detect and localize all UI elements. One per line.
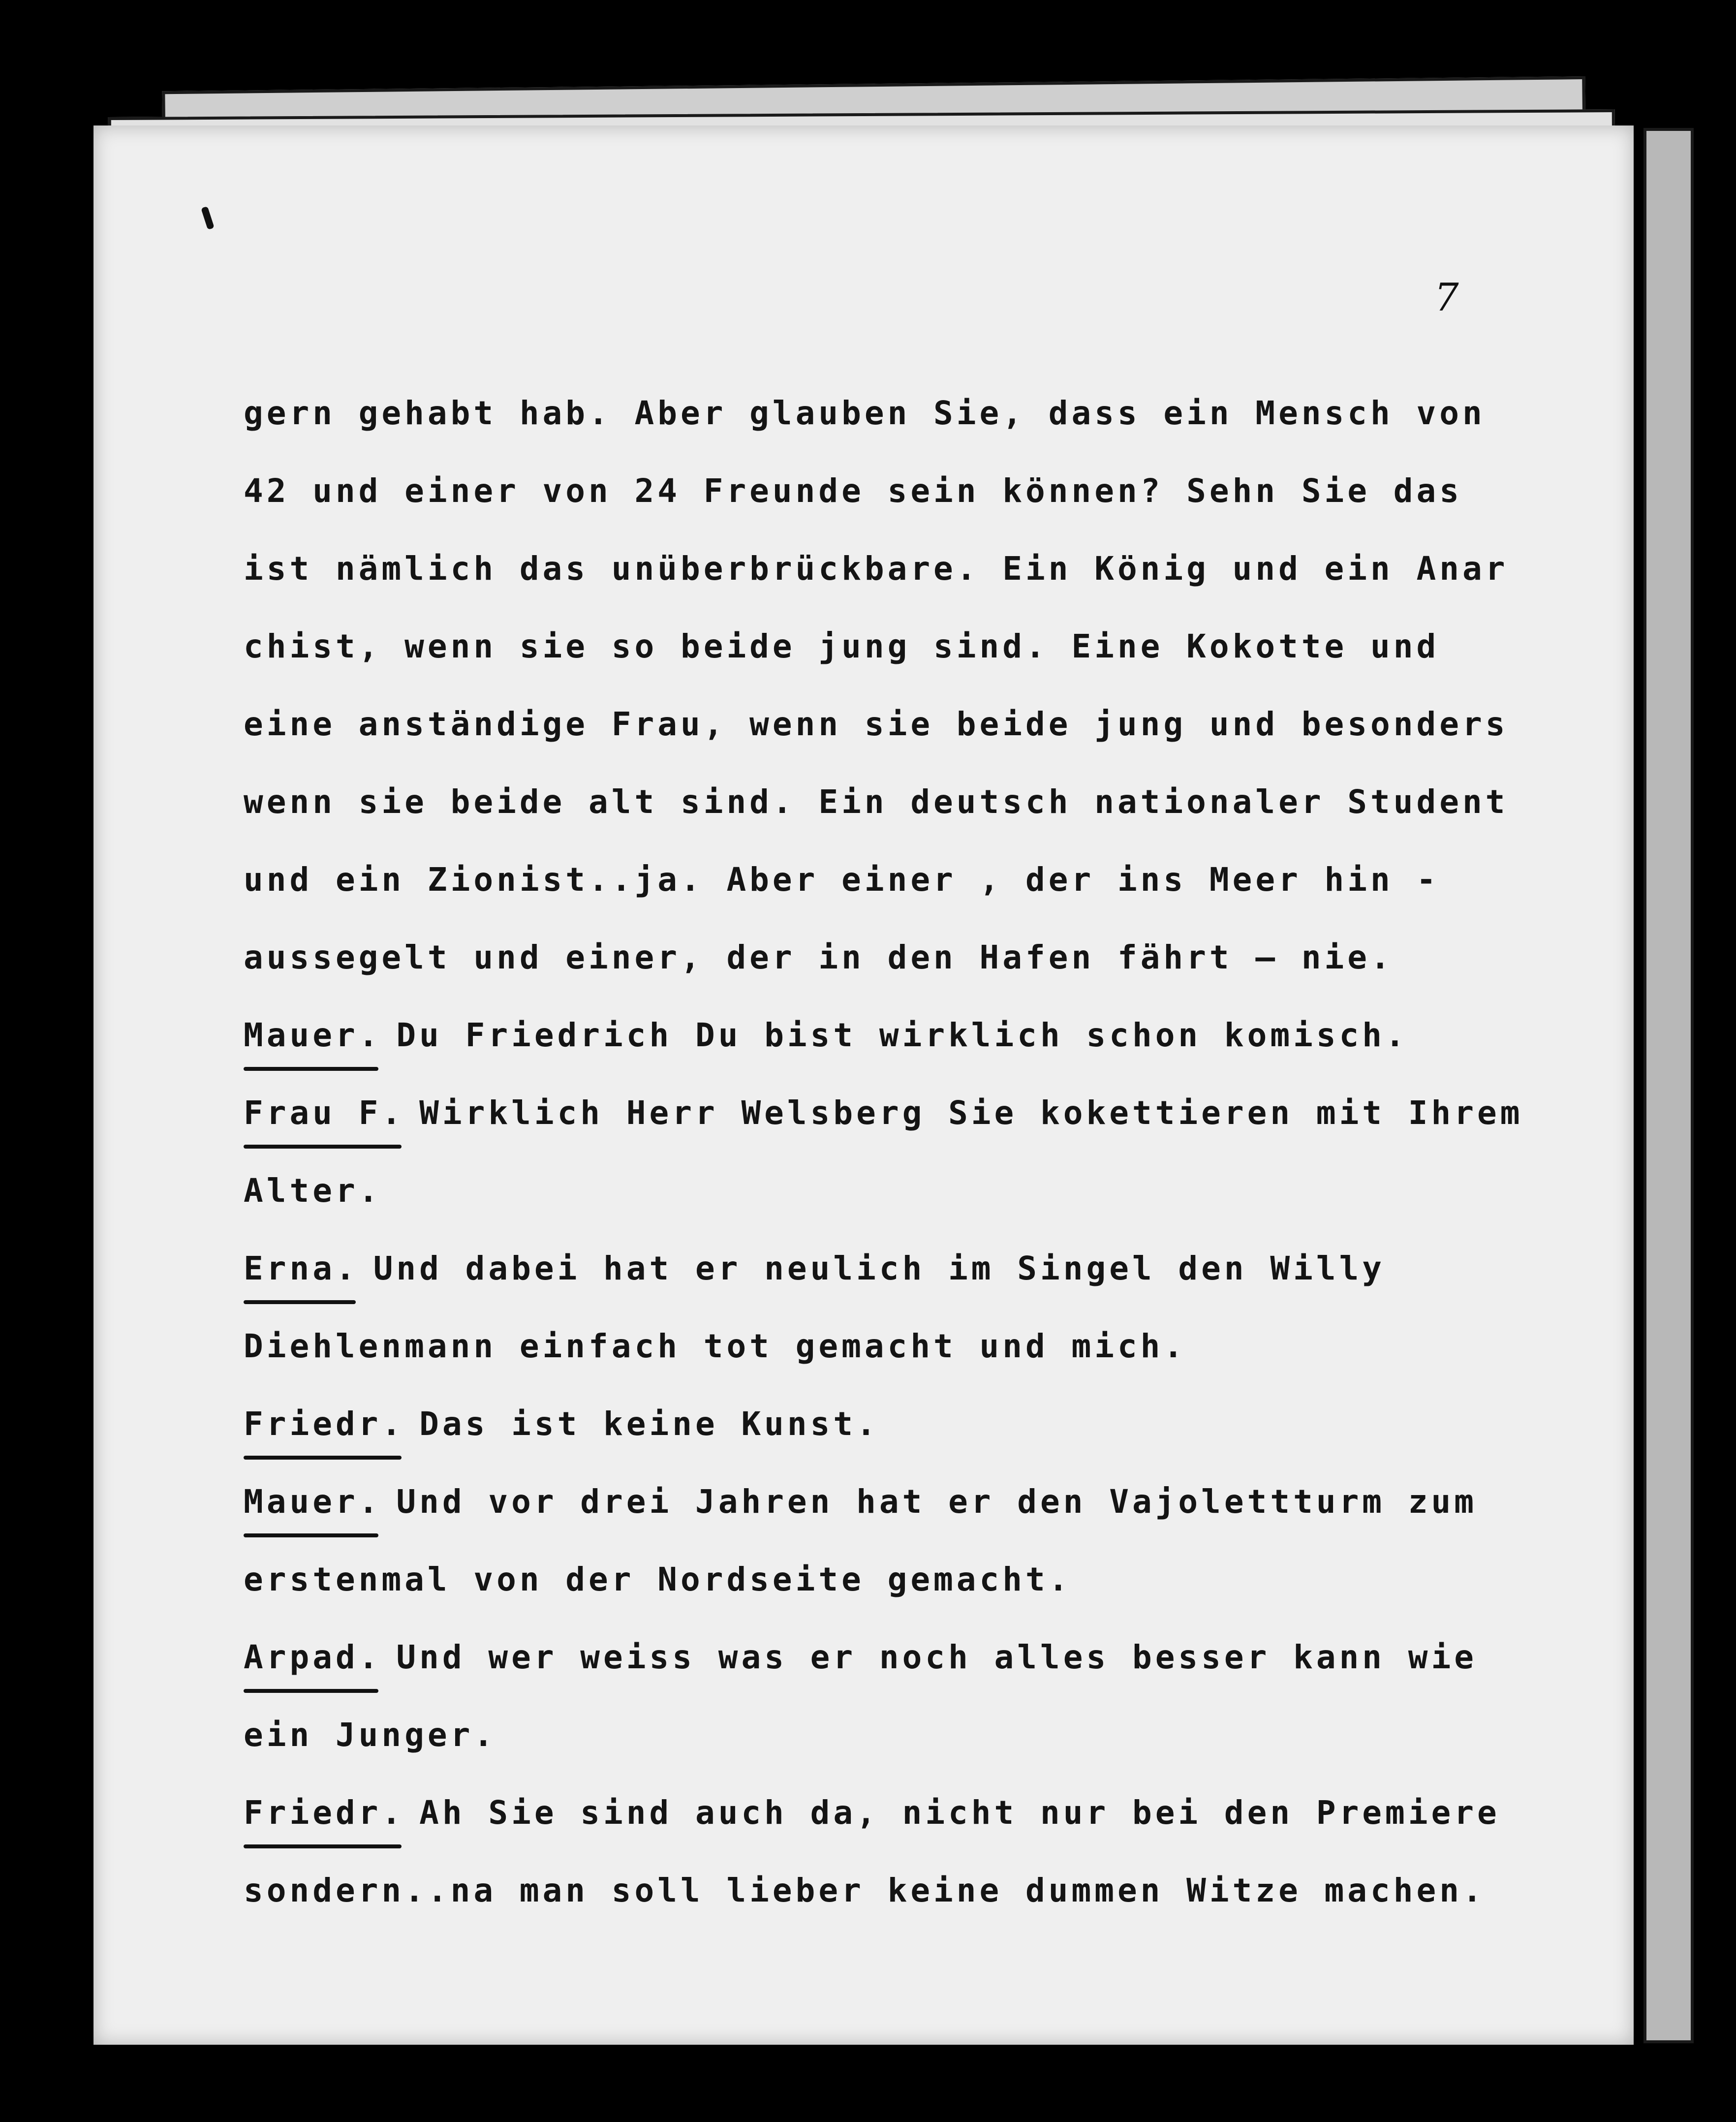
line-text: Wirklich Herr Welsberg Sie kokettieren mit Ihrem — [419, 1094, 1523, 1132]
line-text: Und dabei hat er neulich im Singel den Willy — [373, 1249, 1386, 1287]
text-line — [244, 1166, 1552, 1244]
text-line — [244, 1788, 1552, 1866]
line-text: Und vor drei Jahren hat er den Vajolettturm zum — [396, 1483, 1477, 1521]
line-text: gern gehabt hab. Aber glauben Sie, dass ein Mensch von — [244, 394, 1486, 432]
text-line — [244, 622, 1552, 700]
back-sheet-edge — [1643, 128, 1694, 2043]
line-text: Diehlenmann einfach tot gemacht und mich. — [244, 1327, 1187, 1365]
speaker-name: Frau F. — [244, 1089, 404, 1143]
line-text: erstenmal von der Nordseite gemacht. — [244, 1560, 1072, 1598]
line-text: und ein Zionist..ja. Aber einer , der ins Meer hin - — [244, 861, 1440, 899]
speaker-name: Erna. — [244, 1244, 359, 1298]
speaker-name: Mauer. — [244, 1011, 381, 1065]
text-line — [244, 700, 1552, 778]
line-text: chist, wenn sie so beide jung sind. Eine Kokotte und — [244, 627, 1440, 665]
line-text: ein Junger. — [244, 1716, 497, 1754]
line-text: Und wer weiss was er noch alles besser kann wie — [396, 1638, 1477, 1676]
text-line — [244, 778, 1552, 855]
text-line — [244, 1089, 1552, 1166]
text-line — [244, 467, 1552, 544]
text-line — [244, 1555, 1552, 1633]
typescript-text — [244, 389, 1552, 1944]
text-line — [244, 1400, 1552, 1477]
text-line — [244, 933, 1552, 1011]
speaker-name: Arpad. — [244, 1633, 381, 1687]
line-text: 42 und einer von 24 Freunde sein können? Sehn Sie das — [244, 472, 1462, 510]
line-text: eine anständige Frau, wenn sie beide jung und besonders — [244, 705, 1509, 743]
speaker-name: Friedr. — [244, 1400, 404, 1454]
text-line — [244, 1244, 1552, 1322]
line-text: Du Friedrich Du bist wirklich schon komisch. — [396, 1016, 1408, 1054]
text-line — [244, 1322, 1552, 1400]
line-text: sondern..na man soll lieber keine dummen Witze machen. — [244, 1872, 1486, 1909]
line-text: ist nämlich das unüberbrückbare. Ein König und ein Anar — [244, 550, 1509, 588]
text-line — [244, 544, 1552, 622]
page-number: 7 — [1434, 276, 1459, 320]
speaker-name: Friedr. — [244, 1788, 404, 1842]
speaker-name: Mauer. — [244, 1477, 381, 1531]
line-text: Ah Sie sind auch da, nicht nur bei den Premiere — [419, 1794, 1500, 1832]
text-line — [244, 1633, 1552, 1711]
line-text: Alter. — [244, 1172, 382, 1210]
line-text: wenn sie beide alt sind. Ein deutsch nationaler Student — [244, 783, 1509, 821]
line-text: Das ist keine Kunst. — [419, 1405, 879, 1443]
text-line — [244, 1477, 1552, 1555]
text-line — [244, 1711, 1552, 1788]
text-line — [244, 389, 1552, 467]
line-text: aussegelt und einer, der in den Hafen fährt – nie. — [244, 938, 1394, 976]
text-line — [244, 1866, 1552, 1944]
text-line — [244, 1011, 1552, 1089]
text-line — [244, 855, 1552, 933]
